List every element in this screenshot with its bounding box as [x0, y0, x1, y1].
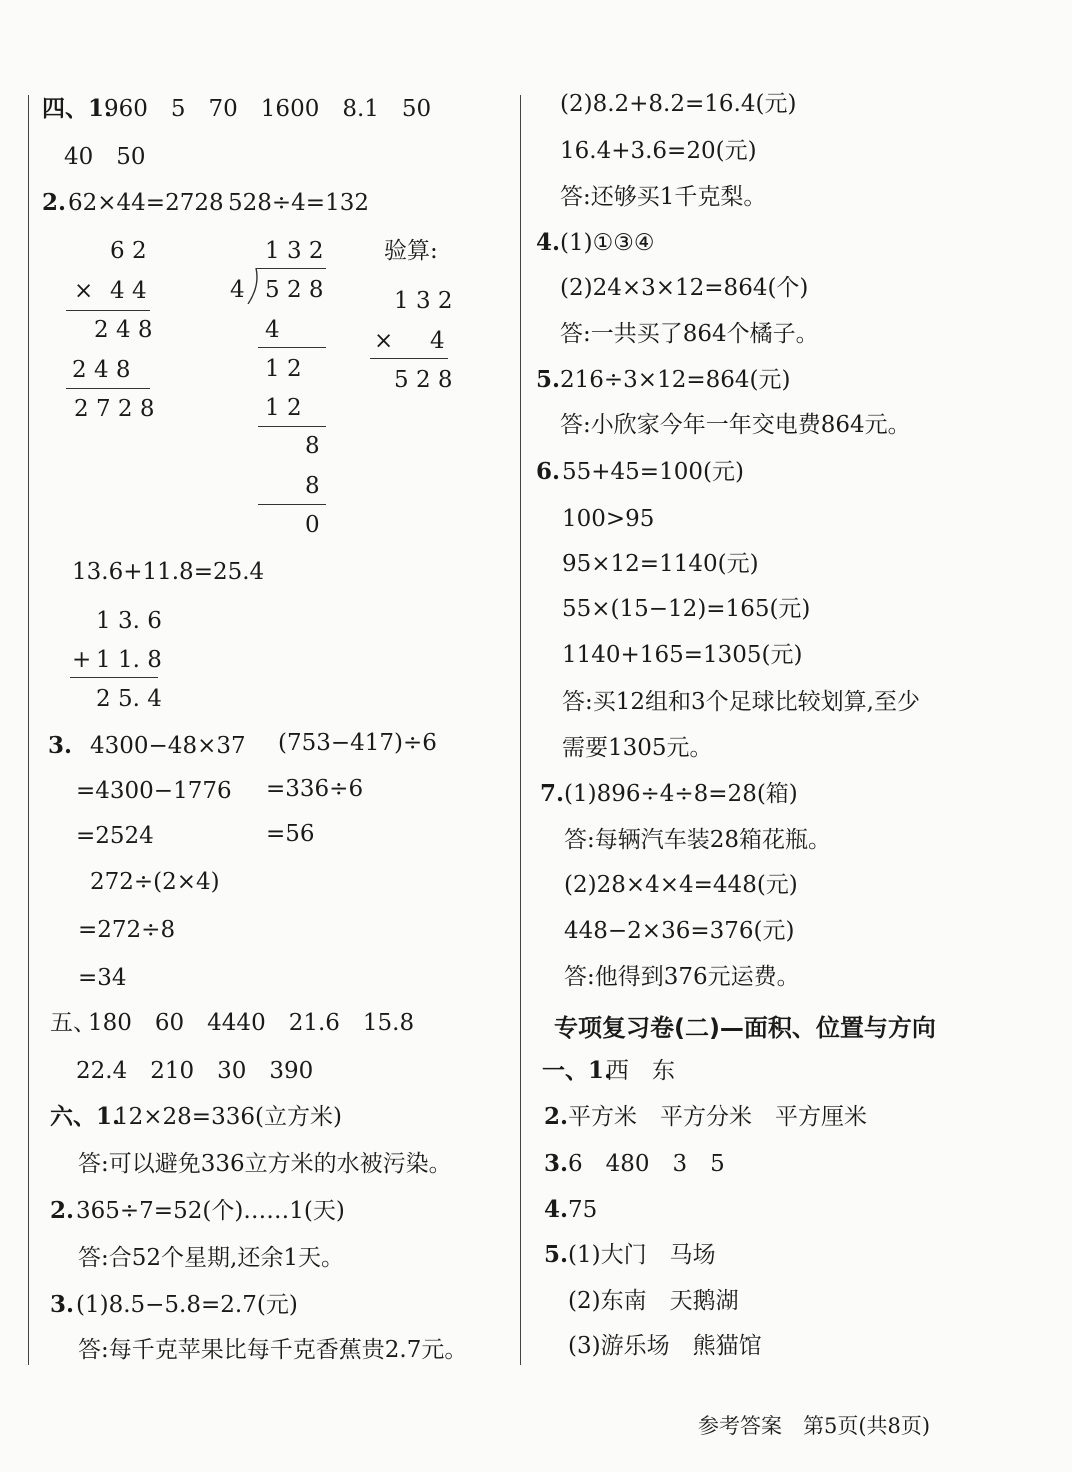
- q4-part2: (2)24×3×12=864(个): [560, 275, 809, 301]
- section-6-q1-number: 六、1.: [50, 1103, 121, 1130]
- section-6-q2-number: 2.: [50, 1197, 75, 1224]
- part-1-q5-part1: (1)大门 马场: [568, 1242, 716, 1268]
- section-4-q1-number: 四、1.: [42, 95, 113, 122]
- mult-multiplicand: 6 2: [110, 238, 147, 264]
- part-1-q2-answers: 平方米 平方分米 平方厘米: [568, 1104, 867, 1130]
- section-6-q1-answer: 答:可以避免336立方米的水被污染。: [78, 1151, 452, 1177]
- div-line-1: [258, 347, 326, 348]
- calc-a-line-3: =2524: [76, 823, 154, 849]
- q7-part2: (2)28×4×4=448(元): [564, 872, 798, 898]
- calc-c-line-1: 272÷(2×4): [90, 869, 220, 895]
- part-1-q4-answers: 75: [568, 1197, 598, 1223]
- section-5-number: 五、: [50, 1010, 96, 1036]
- div-dividend: 5 2 8: [265, 277, 324, 303]
- addition-addend-1: 1 3. 6: [96, 608, 162, 634]
- q7-answer-2: 答:他得到376元运费。: [564, 964, 800, 990]
- section-4-q1-answers: 960 5 70 1600 8.1 50: [104, 96, 432, 122]
- calc-b-line-1: (753−417)÷6: [278, 730, 437, 756]
- div-step-3: 1 2: [265, 395, 302, 421]
- calc-b-line-3: =56: [266, 821, 315, 847]
- q6-number: 6.: [536, 458, 561, 485]
- div-step-5: 8: [305, 473, 320, 499]
- div-bar: [256, 268, 326, 269]
- q4-part1: (1)①③④: [560, 230, 655, 256]
- part-1-q3-answers: 6 480 3 5: [568, 1151, 725, 1177]
- div-bracket: [246, 268, 260, 304]
- div-divisor: 4: [230, 277, 245, 303]
- q3-part2-equation: (2)8.2+8.2=16.4(元): [560, 91, 797, 117]
- check-line: [370, 358, 448, 359]
- mult-line-1: [66, 310, 150, 311]
- part-1-q5-part3: (3)游乐场 熊猫馆: [568, 1333, 762, 1359]
- section-4-q2-equation-1: 62×44=2728: [68, 190, 224, 216]
- q6-answer-line-1: 答:买12组和3个足球比较划算,至少: [562, 689, 920, 715]
- part-1-q5-part2: (2)东南 天鹅湖: [568, 1288, 739, 1314]
- addition-result: 2 5. 4: [96, 686, 162, 712]
- section-4-q3-number: 3.: [48, 732, 73, 759]
- div-step-4: 8: [305, 433, 320, 459]
- mult-result: 2 7 2 8: [74, 396, 155, 422]
- addition-operator: +: [72, 647, 92, 673]
- calc-a-line-2: =4300−1776: [76, 778, 232, 804]
- section-5-answers-line2: 22.4 210 30 390: [76, 1058, 314, 1084]
- mult-partial-1: 2 4 8: [94, 317, 153, 343]
- page-footer: 参考答案 第5页(共8页): [698, 1414, 931, 1438]
- addition-equation: 13.6+11.8=25.4: [72, 559, 265, 585]
- q6-line-4: 55×(15−12)=165(元): [562, 596, 811, 622]
- check-result: 5 2 8: [394, 367, 453, 393]
- part-1-q1-answers: 西 东: [606, 1058, 675, 1084]
- q7-number: 7.: [540, 780, 565, 807]
- div-step-1: 4: [265, 317, 280, 343]
- div-line-3: [258, 504, 326, 505]
- section-4-q1-answers-line2: 40 50: [64, 144, 146, 170]
- section-6-q3-number: 3.: [50, 1291, 75, 1318]
- div-remainder: 0: [305, 512, 320, 538]
- div-step-2: 1 2: [265, 356, 302, 382]
- section-6-q3-answer: 答:每千克苹果比每千克香蕉贵2.7元。: [78, 1337, 468, 1363]
- part-1-q2-number: 2.: [544, 1103, 569, 1130]
- left-margin-line: [28, 95, 29, 1365]
- check-label: 验算:: [384, 238, 438, 264]
- q5-number: 5.: [536, 366, 561, 393]
- q6-line-3: 95×12=1140(元): [562, 551, 759, 577]
- check-multiplier: 4: [430, 328, 445, 354]
- part-1-q1-number: 一、1.: [542, 1057, 613, 1084]
- section-6-q2-answer: 答:合52个星期,还余1天。: [78, 1245, 344, 1271]
- part-1-q3-number: 3.: [544, 1150, 569, 1177]
- section-4-q2-equation-2: 528÷4=132: [228, 190, 369, 216]
- q7-part2-line2: 448−2×36=376(元): [564, 918, 795, 944]
- column-divider: [520, 95, 521, 1365]
- q6-line-1: 55+45=100(元): [562, 459, 744, 485]
- section-4-q2-number: 2.: [42, 189, 67, 216]
- mult-partial-2: 2 4 8: [72, 357, 131, 383]
- q4-number: 4.: [536, 229, 561, 256]
- check-operator: ×: [374, 328, 394, 354]
- q5-answer: 答:小欣家今年一年交电费864元。: [560, 412, 911, 438]
- calc-c-line-3: =34: [78, 965, 127, 991]
- calc-b-line-2: =336÷6: [266, 776, 364, 802]
- q4-answer: 答:一共买了864个橘子。: [560, 321, 819, 347]
- q3-part2-equation-2: 16.4+3.6=20(元): [560, 138, 757, 164]
- q7-part1: (1)896÷4÷8=28(箱): [564, 781, 798, 807]
- check-multiplicand: 1 3 2: [394, 288, 453, 314]
- mult-multiplier: 4 4: [110, 278, 147, 304]
- addition-addend-2: 1 1. 8: [96, 647, 162, 673]
- q7-answer-1: 答:每辆汽车装28箱花瓶。: [564, 827, 832, 853]
- part-1-q5-number: 5.: [544, 1241, 569, 1268]
- calc-c-line-2: =272÷8: [78, 917, 176, 943]
- mult-line-2: [66, 388, 150, 389]
- q6-line-5: 1140+165=1305(元): [562, 642, 803, 668]
- section-6-q2-equation: 365÷7=52(个)……1(天): [76, 1198, 345, 1224]
- section-6-q1-equation: 12×28=336(立方米): [114, 1104, 342, 1130]
- q6-answer-line-2: 需要1305元。: [562, 735, 713, 761]
- part-1-q4-number: 4.: [544, 1196, 569, 1223]
- section-6-q3-equation: (1)8.5−5.8=2.7(元): [76, 1292, 298, 1318]
- div-line-2: [258, 426, 326, 427]
- addition-line: [70, 677, 158, 678]
- section-5-answers: 180 60 4440 21.6 15.8: [88, 1010, 415, 1036]
- mult-operator: ×: [74, 278, 94, 304]
- div-quotient: 1 3 2: [265, 238, 324, 264]
- calc-a-line-1: 4300−48×37: [90, 733, 246, 759]
- q6-line-2: 100>95: [562, 506, 655, 532]
- review-section-heading: 专项复习卷(二)—面积、位置与方向: [554, 1014, 936, 1042]
- q3-part2-answer: 答:还够买1千克梨。: [560, 184, 767, 210]
- q5-equation: 216÷3×12=864(元): [560, 367, 791, 393]
